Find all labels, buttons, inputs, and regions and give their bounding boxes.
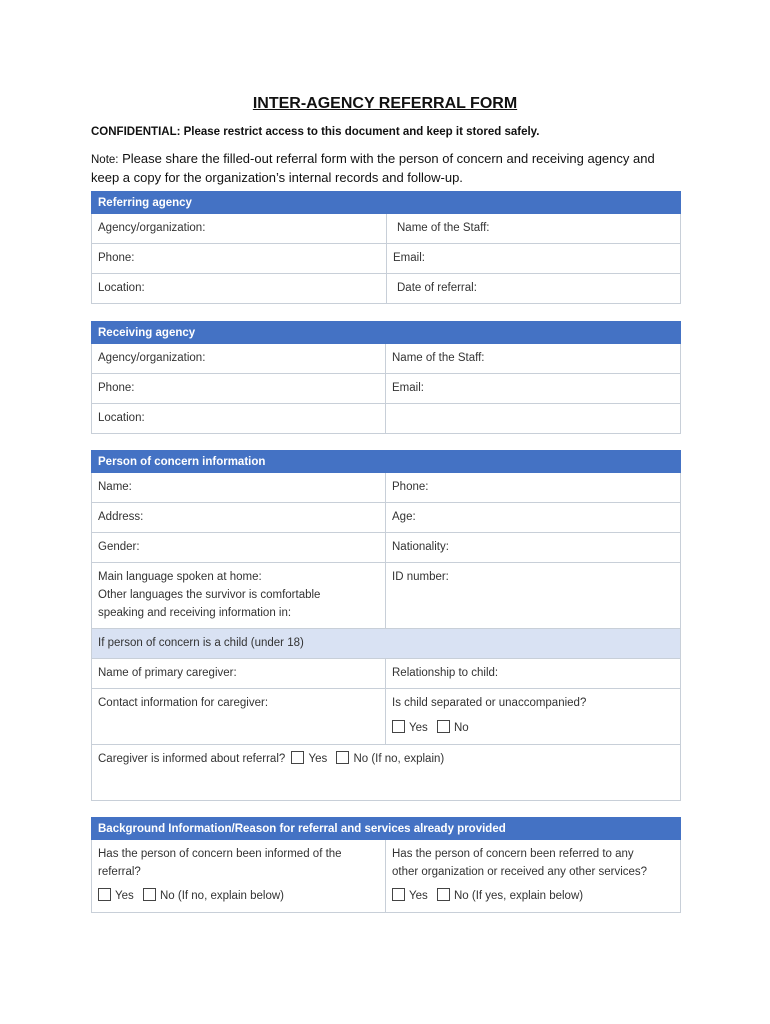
receiving-agency-section bbox=[91, 321, 681, 434]
q1-no-checkbox[interactable] bbox=[143, 888, 156, 901]
referring-phone-field[interactable]: Phone: bbox=[92, 244, 387, 274]
separated-question: Is child separated or unaccompanied? bbox=[392, 697, 587, 709]
background-header: Background Information/Reason for referral and services already provided bbox=[92, 818, 681, 840]
referring-agency-header: Referring agency bbox=[92, 192, 681, 214]
referring-staff-field[interactable]: Name of the Staff: bbox=[387, 214, 681, 244]
note-label: Note: bbox=[91, 154, 119, 166]
language-line-1: Main language spoken at home: bbox=[98, 571, 262, 583]
separated-no-label: No bbox=[453, 722, 469, 734]
receiving-staff-field[interactable]: Name of the Staff: bbox=[386, 344, 681, 374]
person-of-concern-header: Person of concern information bbox=[92, 451, 681, 473]
child-subheader: If person of concern is a child (under 18) bbox=[92, 629, 681, 659]
q1-yes-checkbox[interactable] bbox=[98, 888, 111, 901]
separated-no-checkbox[interactable] bbox=[437, 720, 450, 733]
q2-no-label: No (If yes, explain below) bbox=[453, 890, 584, 902]
person-gender-field[interactable]: Gender: bbox=[92, 533, 386, 563]
q1-options bbox=[98, 887, 379, 905]
receiving-phone-field[interactable]: Phone: bbox=[92, 374, 386, 404]
caregiver-informed-cell bbox=[92, 745, 681, 801]
q1-no-label: No (If no, explain below) bbox=[159, 890, 284, 902]
person-nationality-field[interactable]: Nationality: bbox=[386, 533, 681, 563]
person-age-field[interactable]: Age: bbox=[386, 503, 681, 533]
informed-no-label: No (If no, explain) bbox=[353, 753, 445, 765]
note-text: Please share the filled-out referral form with the person of concern and receiving agency and keep a copy for the organization’s internal records and follow-up. bbox=[91, 151, 655, 185]
informed-no-checkbox[interactable] bbox=[336, 751, 349, 764]
caregiver-contact-field[interactable]: Contact information for caregiver: bbox=[92, 689, 386, 745]
referring-agency-field[interactable]: Agency/organization: bbox=[92, 214, 387, 244]
referring-email-field[interactable]: Email: bbox=[387, 244, 681, 274]
person-phone-field[interactable]: Phone: bbox=[386, 473, 681, 503]
separated-question-cell bbox=[386, 689, 681, 745]
referring-agency-section bbox=[91, 191, 681, 304]
receiving-agency-header: Receiving agency bbox=[92, 322, 681, 344]
receiving-agency-field[interactable]: Agency/organization: bbox=[92, 344, 386, 374]
referral-date-field[interactable]: Date of referral: bbox=[387, 274, 681, 304]
referring-location-field[interactable]: Location: bbox=[92, 274, 387, 304]
informed-yes-label: Yes bbox=[308, 753, 328, 765]
informed-yes-checkbox[interactable] bbox=[291, 751, 304, 764]
receiving-email-field[interactable]: Email: bbox=[386, 374, 681, 404]
language-line-3: speaking and receiving information in: bbox=[98, 607, 292, 619]
q2-options bbox=[392, 887, 674, 905]
person-of-concern-section bbox=[91, 450, 681, 801]
q2-line-2: other organization or received any other services? bbox=[392, 866, 648, 878]
language-line-2: Other languages the survivor is comfortable bbox=[98, 589, 321, 601]
q1-line-2: referral? bbox=[98, 866, 141, 878]
caregiver-name-field[interactable]: Name of primary caregiver: bbox=[92, 659, 386, 689]
referred-elsewhere-cell bbox=[386, 840, 681, 913]
q2-no-checkbox[interactable] bbox=[437, 888, 450, 901]
q2-yes-label: Yes bbox=[409, 890, 428, 902]
q2-yes-checkbox[interactable] bbox=[392, 888, 405, 901]
separated-yes-checkbox[interactable] bbox=[392, 720, 405, 733]
confidential-notice: CONFIDENTIAL: Please restrict access to this document and keep it stored safely. bbox=[91, 126, 540, 138]
separated-yes-label: Yes bbox=[409, 722, 428, 734]
q1-line-1: Has the person of concern been informed of the bbox=[98, 848, 342, 860]
relationship-field[interactable]: Relationship to child: bbox=[386, 659, 681, 689]
caregiver-informed-question: Caregiver is informed about referral? bbox=[98, 753, 286, 765]
background-section bbox=[91, 817, 681, 913]
informed-of-referral-cell bbox=[92, 840, 386, 913]
q1-yes-label: Yes bbox=[115, 890, 134, 902]
person-language-field[interactable] bbox=[92, 563, 386, 629]
receiving-location-field[interactable]: Location: bbox=[92, 404, 386, 434]
q2-line-1: Has the person of concern been referred to any bbox=[392, 848, 634, 860]
separated-options bbox=[392, 719, 674, 737]
form-title: INTER-AGENCY REFERRAL FORM bbox=[252, 95, 518, 112]
receiving-empty-cell[interactable] bbox=[386, 404, 681, 434]
person-address-field[interactable]: Address: bbox=[92, 503, 386, 533]
person-id-number-field[interactable]: ID number: bbox=[386, 563, 681, 629]
person-name-field[interactable]: Name: bbox=[92, 473, 386, 503]
note-paragraph bbox=[91, 150, 681, 186]
